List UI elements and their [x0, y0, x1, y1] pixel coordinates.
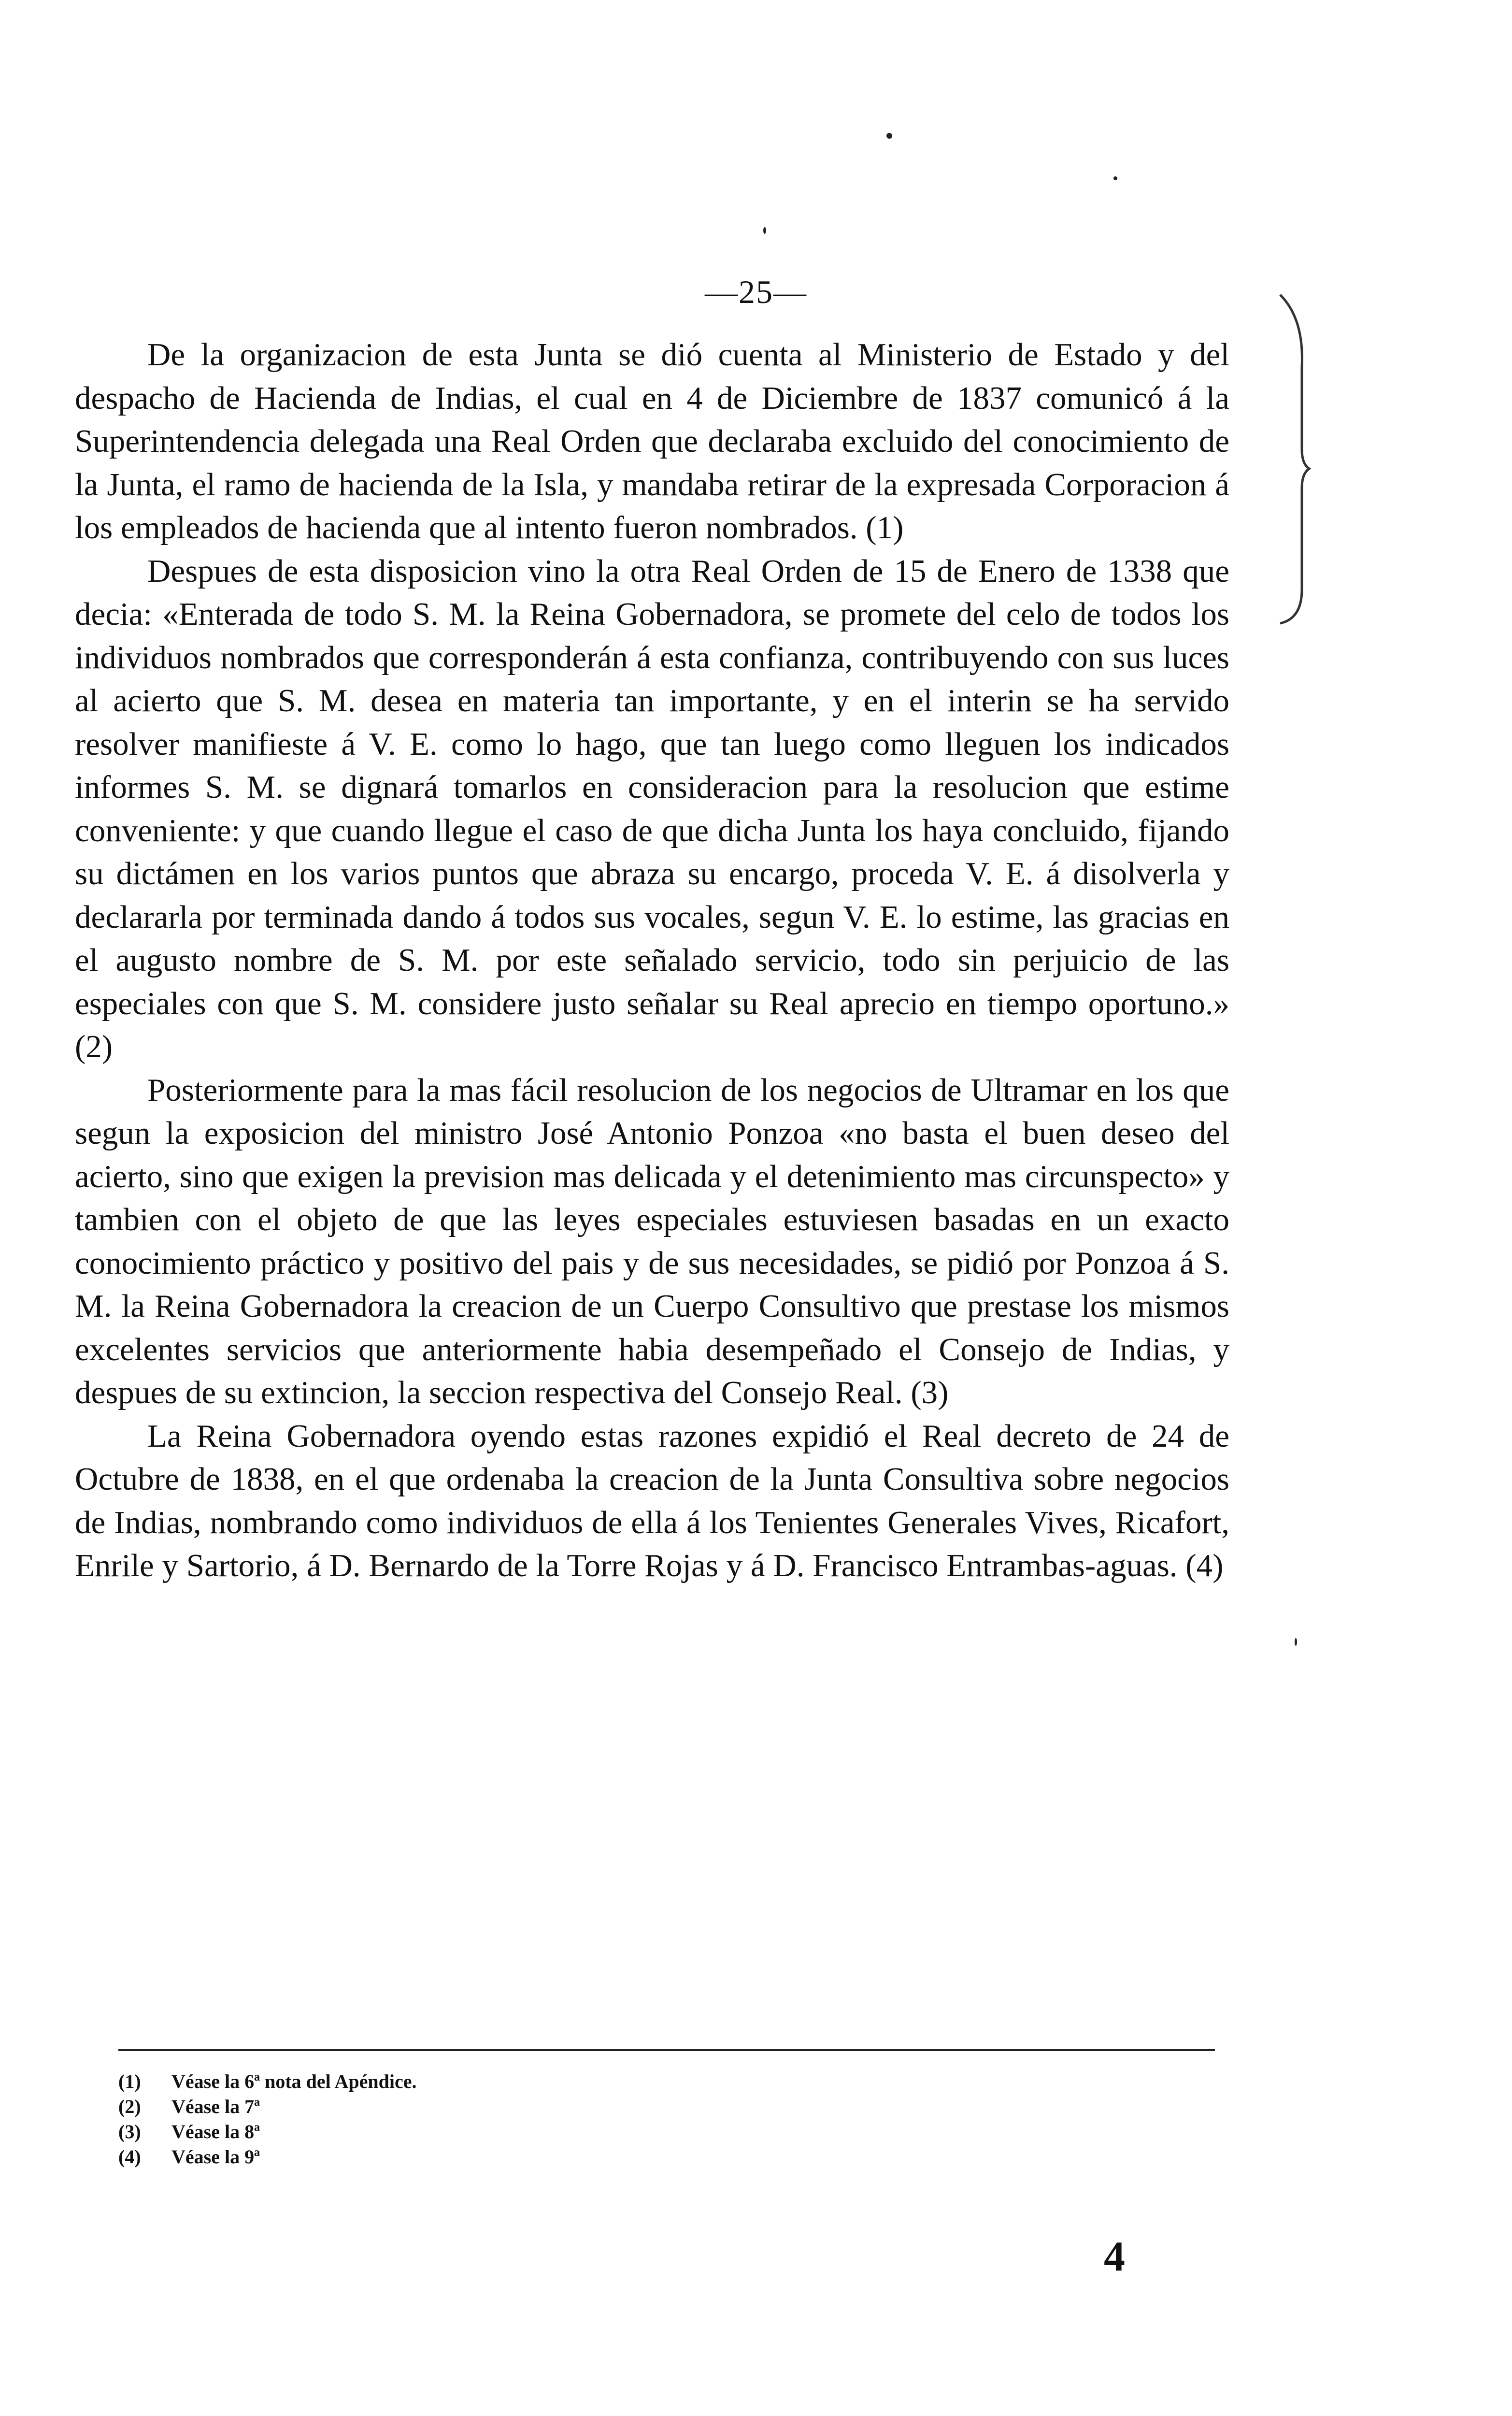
footnote	[118, 2094, 417, 2119]
footnote-text: Véase la 8ª	[171, 2121, 260, 2143]
ink-speck	[886, 133, 892, 139]
footnote-marker: (1)	[118, 2071, 141, 2092]
signature-mark: 4	[1104, 2233, 1125, 2280]
footnote	[118, 2069, 417, 2094]
margin-bracket-mark	[1275, 290, 1324, 628]
footnote	[118, 2144, 417, 2170]
paragraph: La Reina Gobernadora oyendo estas razones expidió el Real decreto de 24 de Octubre de 1838, en el que ordenaba la creacion de la Junta Consultiva sobre negocios de Indias, nombrando como individuos de ella á los Tenientes Generales Vives, Ricafort, Enrile y Sartorio, á D. Bernardo de la Torre Rojas y á D. Francisco Entrambas-aguas. (4)	[75, 1418, 1229, 1583]
paragraph: Posteriormente para la mas fácil resolucion de los negocios de Ultramar en los que segun la exposicion del ministro José Antonio Ponzoa «no basta el buen deseo del acierto, sino que exigen la prevision mas delicada y el detenimiento mas circunspecto» y tambien con el objeto de que las leyes especiales estuviesen basadas en un exacto conocimiento práctico y positivo del pais y de sus necesidades, se pidió por Ponzoa á S. M. la Reina Gobernadora la creacion de un Cuerpo Consultivo que prestase los mismos excelentes servicios que anteriormente habia desempeñado el Consejo de Indias, y despues de su extincion, la seccion respectiva del Consejo Real. (3)	[75, 1072, 1229, 1410]
footnote	[118, 2119, 417, 2144]
paragraph: Despues de esta disposicion vino la otra Real Orden de 15 de Enero de 1338 que decia: «Enterada de todo S. M. la Reina Gobernadora, se promete del celo de todos los individuos nombrados que corresponderán á esta confianza, contribuyendo con sus luces al acierto que S. M. desea en materia tan importante, y en el interin se ha servido resolver manifieste á V. E. como lo hago, que tan luego como lleguen los indicados informes S. M. se dignará tomarlos en consideracion para la resolucion que estime conveniente: y que cuando llegue el caso de que dicha Junta los haya concluido, fijando su dictámen en los varios puntos que abraza su encargo, proceda V. E. á disolverla y declararla por terminada dando á todos sus vocales, segun V. E. lo estime, las gracias en el augusto nombre de S. M. por este señalado servicio, todo sin perjuicio de las especiales con que S. M. considere justo señalar su Real aprecio en tiempo oportuno.» (2)	[75, 553, 1229, 1064]
ink-speck	[1295, 1638, 1297, 1646]
footnotes	[118, 2069, 417, 2170]
footnote-marker: (2)	[118, 2096, 141, 2117]
ink-speck	[763, 227, 766, 234]
paragraph: De la organizacion de esta Junta se dió cuenta al Ministerio de Estado y del despacho de Hacienda de Indias, el cual en 4 de Diciembre de 1837 comunicó á la Superintendencia delegada una Real Orden que declaraba excluido del conocimiento de la Junta, el ramo de hacienda de la Isla, y mandaba retirar de la expresada Corporacion á los empleados de hacienda que al intento fueron nombrados. (1)	[75, 337, 1229, 546]
footnote-divider	[118, 2049, 1215, 2051]
footnote-text: Véase la 9ª	[171, 2146, 260, 2168]
footnote-text: Véase la 7ª	[171, 2096, 260, 2117]
footnote-text: Véase la 6ª nota del Apéndice.	[171, 2071, 417, 2092]
ink-speck	[1113, 176, 1117, 180]
page-number: —25—	[705, 273, 807, 310]
footnote-marker: (4)	[118, 2146, 141, 2168]
footnote-marker: (3)	[118, 2121, 141, 2143]
body-text	[75, 333, 1229, 1588]
